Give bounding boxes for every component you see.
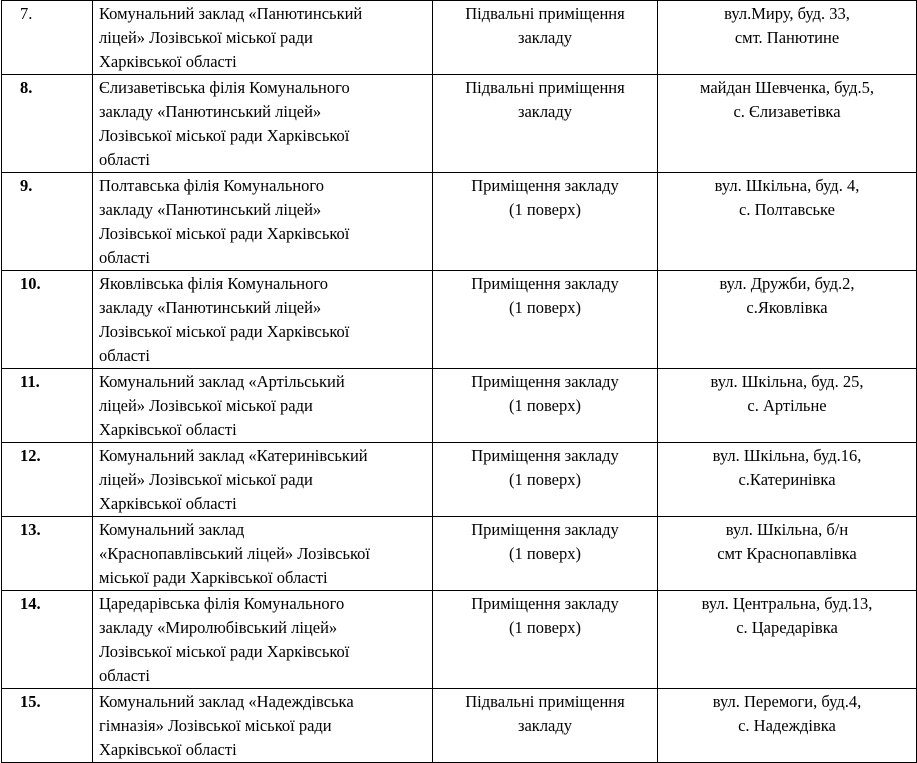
table-row: [2, 1, 917, 75]
institution-name: Полтавська філія Комунального закладу «Панютинський ліцей» Лозівської міської ради Харківської області: [93, 173, 433, 271]
shelter-room: Приміщення закладу (1 поверх): [433, 443, 658, 517]
institution-name: Комунальний заклад «Артільський ліцей» Лозівської міської ради Харківської області: [93, 369, 433, 443]
shelter-room: Підвальні приміщення закладу: [433, 75, 658, 173]
institution-name: Царедарівська філія Комунального закладу «Миролюбівський ліцей» Лозівської міської ради Харківської області: [93, 591, 433, 689]
shelter-room: Підвальні приміщення закладу: [433, 1, 658, 75]
table-row: [2, 271, 917, 369]
institution-name: Комунальний заклад «Надеждівська гімназія» Лозівської міської ради Харківської області: [93, 689, 433, 763]
row-number: 11.: [2, 369, 93, 443]
row-number: 13.: [2, 517, 93, 591]
table-body: [2, 1, 917, 763]
shelter-room: Приміщення закладу (1 поверх): [433, 271, 658, 369]
institution-name: Комунальний заклад «Катеринівський ліцей» Лозівської міської ради Харківської області: [93, 443, 433, 517]
institution-name: Яковлівська філія Комунального закладу «Панютинський ліцей» Лозівської міської ради Харківської області: [93, 271, 433, 369]
table-row: [2, 517, 917, 591]
institution-name: Комунальний заклад «Панютинський ліцей» Лозівської міської ради Харківської області: [93, 1, 433, 75]
shelter-address: вул. Дружби, буд.2, с.Яковлівка: [658, 271, 917, 369]
table-row: [2, 689, 917, 763]
row-number: 7.: [2, 1, 93, 75]
row-number: 14.: [2, 591, 93, 689]
shelter-room: Приміщення закладу (1 поверх): [433, 369, 658, 443]
table-row: [2, 591, 917, 689]
shelter-room: Приміщення закладу (1 поверх): [433, 173, 658, 271]
shelter-address: вул. Перемоги, буд.4, с. Надеждівка: [658, 689, 917, 763]
institution-name: Комунальний заклад «Краснопавлівський ліцей» Лозівської міської ради Харківської області: [93, 517, 433, 591]
shelter-address: вул. Шкільна, буд. 4, с. Полтавське: [658, 173, 917, 271]
shelters-table: [1, 0, 917, 763]
shelter-address: майдан Шевченка, буд.5, с. Єлизаветівка: [658, 75, 917, 173]
row-number: 15.: [2, 689, 93, 763]
row-number: 10.: [2, 271, 93, 369]
shelter-room: Приміщення закладу (1 поверх): [433, 517, 658, 591]
shelter-room: Приміщення закладу (1 поверх): [433, 591, 658, 689]
institution-name: Єлизаветівська філія Комунального закладу «Панютинський ліцей» Лозівської міської ради Харківської області: [93, 75, 433, 173]
row-number: 9.: [2, 173, 93, 271]
shelter-address: вул. Центральна, буд.13, с. Царедарівка: [658, 591, 917, 689]
table-row: [2, 173, 917, 271]
table-row: [2, 443, 917, 517]
row-number: 12.: [2, 443, 93, 517]
shelter-room: Підвальні приміщення закладу: [433, 689, 658, 763]
row-number: 8.: [2, 75, 93, 173]
shelter-address: вул.Миру, буд. 33, смт. Панютине: [658, 1, 917, 75]
table-row: [2, 75, 917, 173]
table-row: [2, 369, 917, 443]
shelter-address: вул. Шкільна, буд.16, с.Катеринівка: [658, 443, 917, 517]
shelter-address: вул. Шкільна, б/н смт Краснопавлівка: [658, 517, 917, 591]
shelter-address: вул. Шкільна, буд. 25, с. Артільне: [658, 369, 917, 443]
